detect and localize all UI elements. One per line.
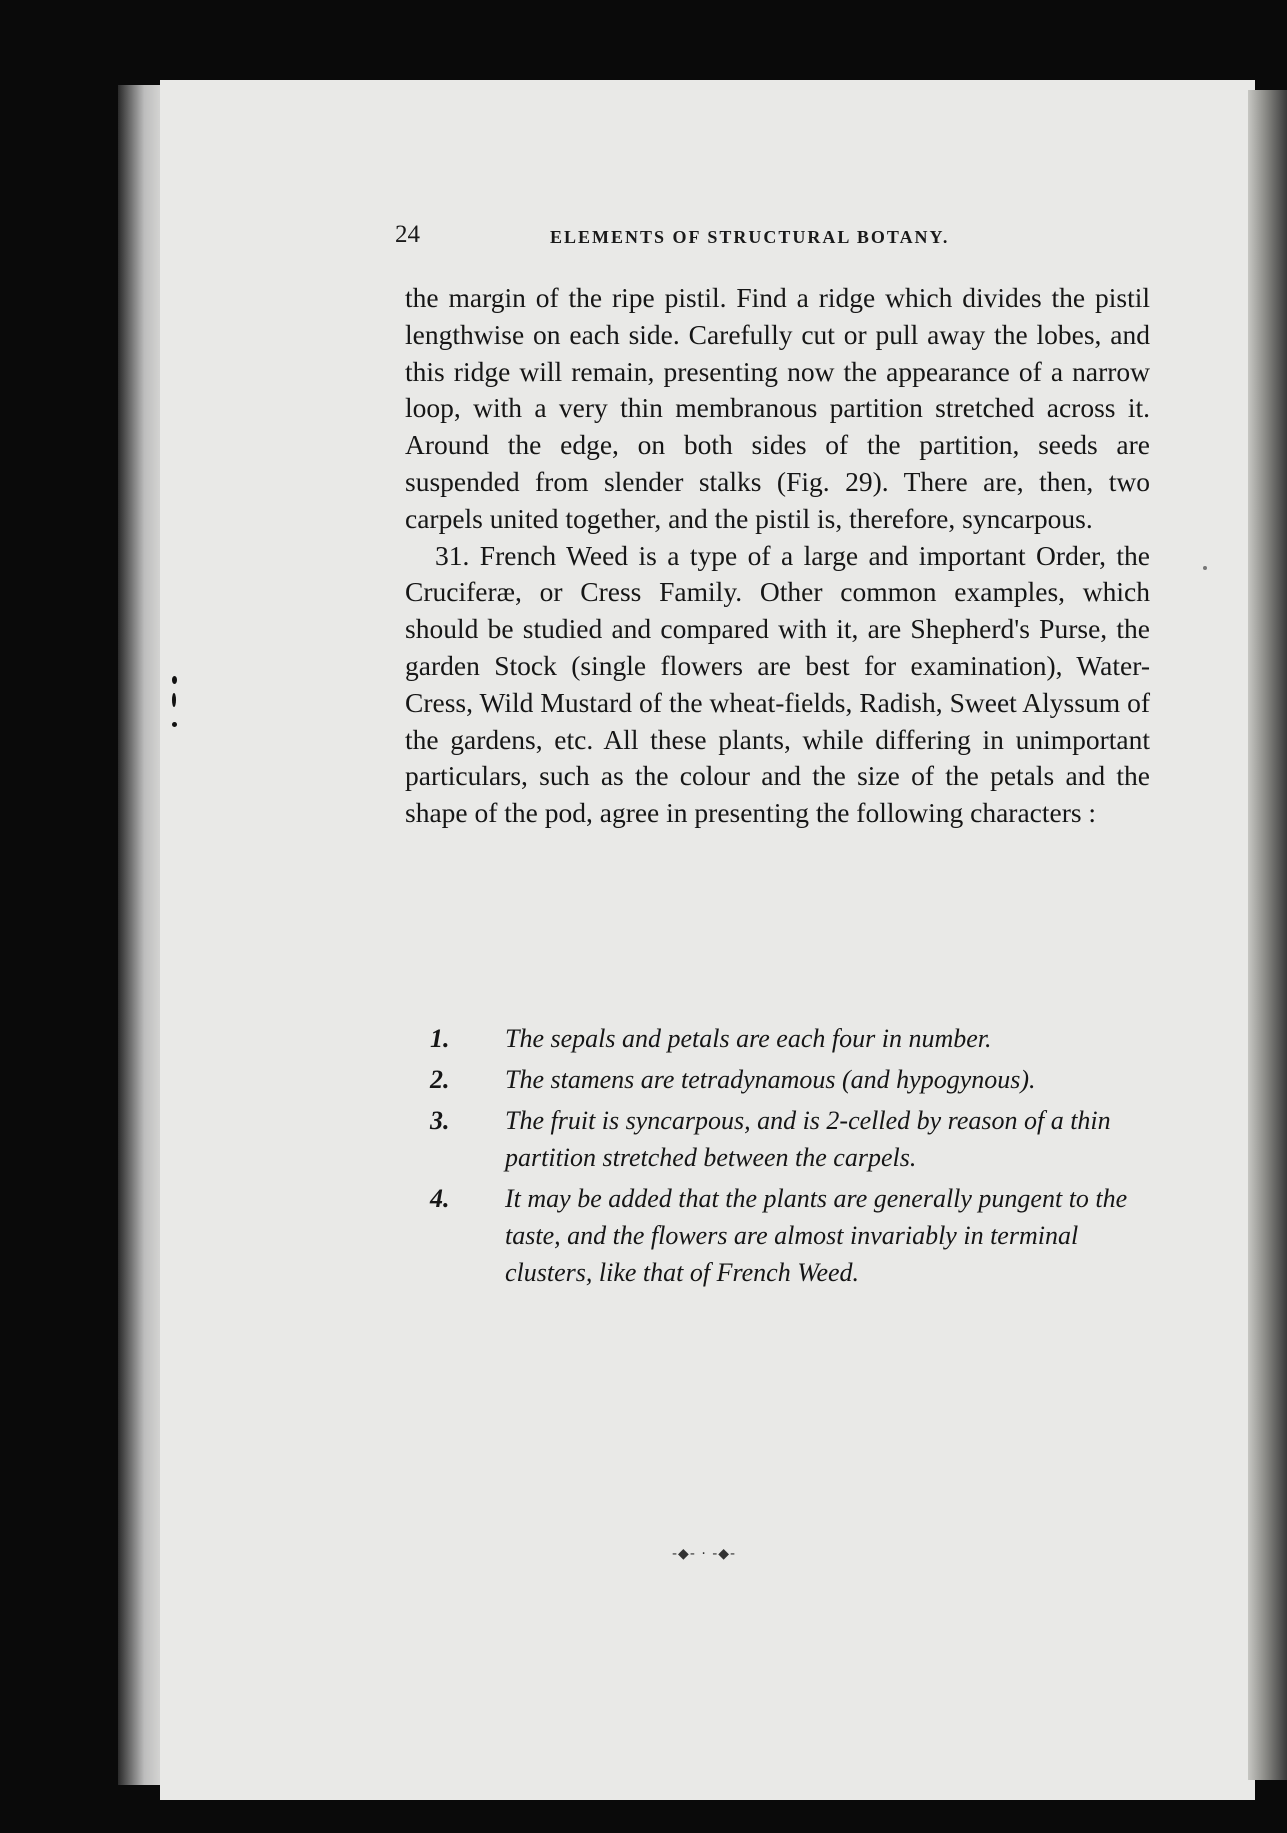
- list-text: The stamens are tetradynamous (and hypogynous).: [505, 1065, 1036, 1094]
- list-number: 1.: [430, 1024, 450, 1053]
- list-item: [430, 1020, 1145, 1057]
- book-gutter: [118, 85, 166, 1785]
- page-edge: [1248, 90, 1287, 1780]
- characters-list: [430, 1020, 1145, 1295]
- page-header: [395, 221, 1025, 255]
- list-text: It may be added that the plants are generally pungent to the taste, and the flowers are almost invariably in terminal clusters, like that of French Weed.: [505, 1184, 1128, 1287]
- paragraph: the margin of the ripe pistil. Find a ridge which divides the pistil lengthwise on each side. Carefully cut or pull away the lobes, and this ridge will remain, presenting now the appearance of a narrow loop, with a very thin membranous partition stretched across it. Around the edge, on both sides of the partition, seeds are suspended from slender stalks (Fig. 29). There are, then, two carpels united together, and the pistil is, therefore, syncarpous.: [405, 282, 1150, 534]
- body-text: [405, 280, 1150, 832]
- paragraph: 31. French Weed is a type of a large and important Order, the Cruciferæ, or Cress Family. Other common examples, which should be studied and compared with it, are Shepherd's Purse, the garden Stock (single flowers are best for examination), Water-Cress, Wild Mustard of the wheat-fields, Radish, Sweet Alyssum of the gardens, etc. All these plants, while differing in unimportant particulars, such as the colour and the size of the petals and the shape of the pod, agree in presenting the following characters :: [405, 539, 1150, 829]
- list-item: [430, 1061, 1145, 1098]
- page-number: 24: [395, 221, 420, 248]
- running-head: ELEMENTS OF STRUCTURAL BOTANY.: [550, 227, 950, 247]
- margin-mark: [172, 722, 177, 727]
- list-number: 4.: [430, 1184, 450, 1213]
- list-text: The fruit is syncarpous, and is 2-celled by reason of a thin partition stretched between the carpels.: [505, 1106, 1111, 1172]
- list-number: 3.: [430, 1106, 450, 1135]
- list-item: [430, 1102, 1145, 1176]
- list-text: The sepals and petals are each four in number.: [505, 1024, 992, 1053]
- margin-mark: [172, 676, 177, 684]
- list-number: 2.: [430, 1065, 450, 1094]
- margin-mark: [1203, 566, 1207, 570]
- list-item: [430, 1180, 1145, 1291]
- end-ornament: -◆- · -◆-: [672, 1546, 737, 1562]
- margin-mark: [172, 693, 176, 707]
